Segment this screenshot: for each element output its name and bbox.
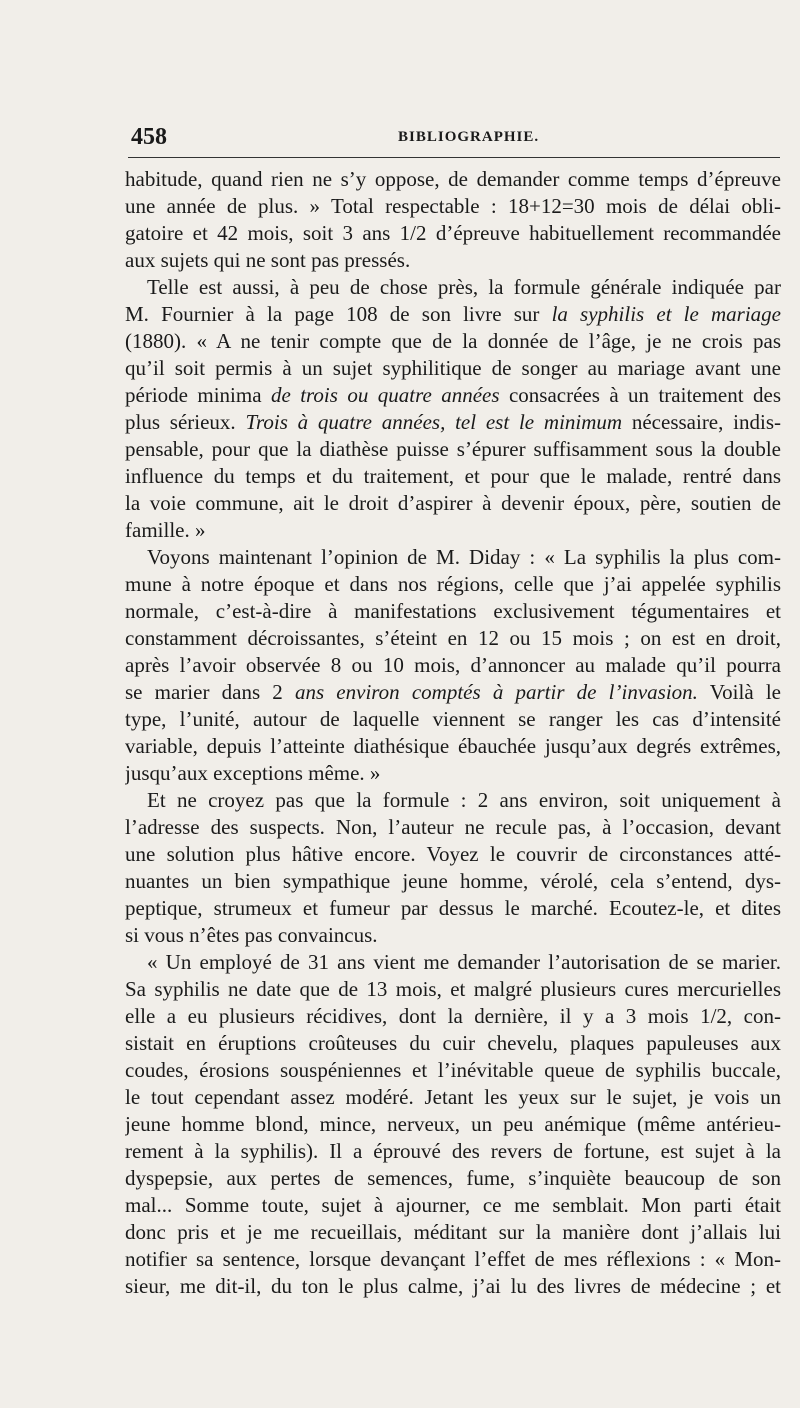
text-line (125, 760, 781, 787)
text-line (125, 706, 781, 733)
text-line (125, 895, 781, 922)
text-line-segment: jusqu’aux exceptions même. » (125, 761, 381, 785)
text-line (125, 868, 781, 895)
text-line-segment: influence du temps et du traitement, et pour que le malade, rentré dans (125, 464, 781, 488)
text-line (125, 1165, 781, 1192)
text-line-segment: consacrées à un traitement des (499, 383, 781, 407)
text-line-segment: nécessaire, indis- (622, 410, 781, 434)
text-line-segment: l’adresse des suspects. Non, l’auteur ne recule pas, à l’occasion, devant (125, 815, 781, 839)
text-line-segment: jeune homme blond, mince, nerveux, un peu anémique (même antérieu- (125, 1112, 781, 1136)
text-line (125, 922, 781, 949)
text-line (125, 409, 781, 436)
text-line (125, 1192, 781, 1219)
text-line-segment: peptique, strumeux et fumeur par dessus le marché. Ecoutez-le, et dites (125, 896, 781, 920)
text-line-segment: Sa syphilis ne date que de 13 mois, et malgré plusieurs cures mercurielles (125, 977, 781, 1001)
text-line (125, 652, 781, 679)
text-line-segment: type, l’unité, autour de laquelle viennent se ranger les cas d’intensité (125, 707, 781, 731)
text-line-segment: coudes, érosions souspéniennes et l’inévitable queue de syphilis buccale, (125, 1058, 781, 1082)
italic-segment: Trois à quatre années, tel est le minimum (245, 410, 623, 434)
text-line-segment: Telle est aussi, à peu de chose près, la formule générale indiquée par (147, 275, 781, 299)
text-line-segment: plus sérieux. (125, 410, 246, 434)
text-line-segment: sieur, me dit-il, du ton le plus calme, j’ai lu des livres de médecine ; et (125, 1274, 781, 1298)
text-line (125, 436, 781, 463)
text-line-segment: normale, c’est-à-dire à manifestations exclusivement tégumentaires et (125, 599, 781, 623)
text-line-segment: M. Fournier à la page 108 de son livre sur (125, 302, 552, 326)
text-line (125, 1057, 781, 1084)
text-line-segment: « Un employé de 31 ans vient me demander l’autorisation de se marier. (147, 950, 781, 974)
text-line-segment: Voyons maintenant l’opinion de M. Diday : « La syphilis la plus com- (147, 545, 781, 569)
page-number: 458 (131, 124, 167, 150)
text-line-segment: constamment décroissantes, s’éteint en 12 ou 15 mois ; on est en droit, (125, 626, 781, 650)
text-line (125, 517, 781, 544)
text-line (125, 1246, 781, 1273)
text-line (125, 1273, 781, 1300)
text-line-segment: mune à notre époque et dans nos régions, celle que j’ai appelée syphilis (125, 572, 781, 596)
text-line-segment: (1880). « A ne tenir compte que de la donnée de l’âge, je ne crois pas (125, 329, 781, 353)
text-line (125, 220, 781, 247)
text-line-segment: une année de plus. » Total respectable : 18+12=30 mois de délai obli- (125, 194, 781, 218)
text-line (125, 571, 781, 598)
text-line-segment: elle a eu plusieurs récidives, dont la dernière, il y a 3 mois 1/2, con- (125, 1004, 781, 1028)
text-line (125, 490, 781, 517)
text-line (125, 544, 781, 571)
text-line-segment: qu’il soit permis à un sujet syphilitique de songer au mariage avant une (125, 356, 781, 380)
text-line (125, 733, 781, 760)
text-line (125, 328, 781, 355)
text-line (125, 1084, 781, 1111)
text-line (125, 274, 781, 301)
text-line-segment: la voie commune, ait le droit d’aspirer à devenir époux, père, soutien de (125, 491, 781, 515)
italic-segment: ans environ comptés à partir de l’invasion. (294, 680, 698, 704)
body-text (125, 166, 781, 1300)
text-line (125, 355, 781, 382)
text-line (125, 1138, 781, 1165)
text-line-segment: si vous n’êtes pas convaincus. (125, 923, 378, 947)
text-line-segment: dyspepsie, aux pertes de semences, fume, s’inquiète beaucoup de son (125, 1166, 781, 1190)
text-line (125, 1111, 781, 1138)
text-line-segment: sistait en éruptions croûteuses du cuir chevelu, plaques papuleuses aux (125, 1031, 781, 1055)
italic-segment: de trois ou quatre années (270, 383, 500, 407)
text-line (125, 1003, 781, 1030)
text-line-segment: Voilà le (697, 680, 781, 704)
text-line (125, 247, 781, 274)
text-line-segment: nuantes un bien sympathique jeune homme, vérolé, cela s’entend, dys- (125, 869, 781, 893)
text-line-segment: habitude, quand rien ne s’y oppose, de demander comme temps d’épreuve (125, 167, 781, 191)
running-title: BIBLIOGRAPHIE. (398, 129, 540, 145)
text-line-segment: variable, depuis l’atteinte diathésique ébauchée jusqu’aux degrés extrêmes, (125, 734, 781, 758)
italic-segment: la syphilis et le mariage (551, 302, 781, 326)
text-line-segment: le tout cependant assez modéré. Jetant les yeux sur le sujet, je vois un (125, 1085, 781, 1109)
text-line (125, 1219, 781, 1246)
text-line-segment: aux sujets qui ne sont pas pressés. (125, 248, 411, 272)
text-line (125, 814, 781, 841)
text-line (125, 301, 781, 328)
text-line-segment: pensable, pour que la diathèse puisse s’épurer suffisamment sous la double (125, 437, 781, 461)
text-line-segment: rement à la syphilis). Il a éprouvé des revers de fortune, est sujet à la (125, 1139, 781, 1163)
text-line-segment: donc pris et je me recueillais, méditant sur la manière dont j’allais lui (125, 1220, 781, 1244)
text-line-segment: après l’avoir observée 8 ou 10 mois, d’annoncer au malade qu’il pourra (125, 653, 781, 677)
page-header (128, 118, 782, 148)
text-line (125, 382, 781, 409)
text-line-segment: mal... Somme toute, sujet à ajourner, ce me semblait. Mon parti était (125, 1193, 781, 1217)
text-line-segment: Et ne croyez pas que la formule : 2 ans environ, soit uniquement à (147, 788, 781, 812)
text-line (125, 976, 781, 1003)
text-line (125, 598, 781, 625)
text-line-segment: famille. » (125, 518, 206, 542)
text-line (125, 1030, 781, 1057)
text-line-segment: une solution plus hâtive encore. Voyez le couvrir de circonstances atté- (125, 842, 781, 866)
header-rule (128, 157, 780, 158)
text-line (125, 625, 781, 652)
text-line (125, 193, 781, 220)
text-line (125, 787, 781, 814)
text-line-segment: période minima (125, 383, 271, 407)
text-line-segment: notifier sa sentence, lorsque devançant l’effet de mes réflexions : « Mon- (125, 1247, 781, 1271)
text-line-segment: gatoire et 42 mois, soit 3 ans 1/2 d’épreuve habituellement recommandée (125, 221, 781, 245)
text-line (125, 679, 781, 706)
text-line-segment: se marier dans 2 (125, 680, 295, 704)
text-line (125, 841, 781, 868)
text-line (125, 463, 781, 490)
text-line (125, 949, 781, 976)
text-line (125, 166, 781, 193)
